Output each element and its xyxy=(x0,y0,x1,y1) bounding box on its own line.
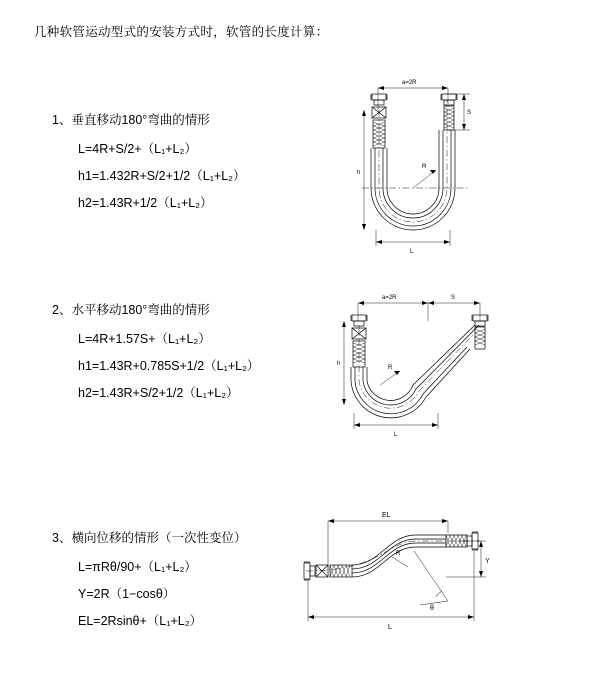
section-1-formula-1: L=4R+S/2+（L₁+L₂） xyxy=(78,142,197,156)
svg-text:h: h xyxy=(357,170,361,176)
horizontal-180-bend-diagram xyxy=(318,285,518,450)
section-1-formula-3: h2=1.43R+1/2（L₁+L₂） xyxy=(78,196,213,210)
section-2-title: 2、水平移动180°弯曲的情形 xyxy=(52,303,210,317)
svg-text:S: S xyxy=(451,295,456,301)
svg-text:L: L xyxy=(394,432,398,438)
page-title: 几种软管运动型式的安装方式时，软管的长度计算： xyxy=(34,25,329,39)
svg-text:h: h xyxy=(337,361,341,367)
svg-text:R: R xyxy=(422,164,427,170)
section-case-3 xyxy=(52,528,246,638)
svg-text:a=2R: a=2R xyxy=(402,80,417,86)
section-case-2 xyxy=(52,300,259,410)
section-3-formula-3: EL=2Rsinθ+（L₁+L₂） xyxy=(78,614,203,628)
svg-text:S: S xyxy=(467,110,472,116)
svg-text:R: R xyxy=(388,365,393,371)
section-2-formula-3: h2=1.43R+S/2+1/2（L₁+L₂） xyxy=(78,386,239,400)
vertical-180-bend-diagram xyxy=(318,70,518,265)
section-1-formula-2: h1=1.432R+S/2+1/2（L₁+L₂） xyxy=(78,169,246,183)
svg-text:a=2R: a=2R xyxy=(382,295,397,301)
svg-text:EL: EL xyxy=(382,512,391,519)
section-2-formula-1: L=4R+1.57S+（L₁+L₂） xyxy=(78,332,211,346)
section-3-formula-1: L=πRθ/90+（L₁+L₂） xyxy=(78,560,197,574)
section-3-formula-2: Y=2R（1−cosθ） xyxy=(78,587,176,601)
svg-text:L: L xyxy=(410,249,414,255)
lateral-offset-diagram xyxy=(296,505,506,640)
section-3-title: 3、横向位移的情形（一次性变位） xyxy=(52,531,247,545)
section-2-formula-2: h1=1.43R+0.785S+1/2（L₁+L₂） xyxy=(78,359,260,373)
svg-text:θ: θ xyxy=(430,605,434,612)
section-1-title: 1、垂直移动180°弯曲的情形 xyxy=(52,113,210,127)
section-case-1 xyxy=(52,110,246,220)
svg-text:L: L xyxy=(388,624,392,631)
svg-text:R: R xyxy=(396,551,401,557)
svg-text:Y: Y xyxy=(485,558,490,565)
